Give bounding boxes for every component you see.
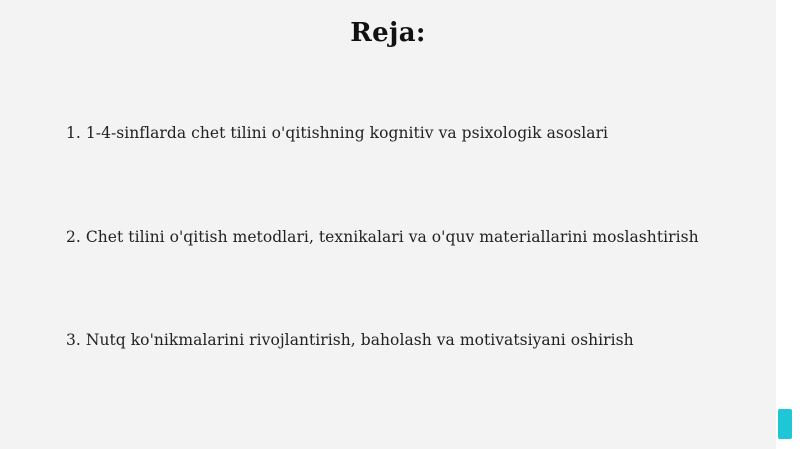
plan-item-1: 1. 1-4-sinflarda chet tilini o'qitishning kognitiv va psixologik asoslari <box>66 124 609 142</box>
slide-title: Reja: <box>350 18 426 48</box>
right-gutter <box>776 0 800 449</box>
plan-item-3: 3. Nutq ko'nikmalarini rivojlantirish, baholash va motivatsiyani oshirish <box>66 331 634 349</box>
plan-item-2: 2. Chet tilini o'qitish metodlari, texnikalari va o'quv materiallarini moslashtirish <box>66 228 699 246</box>
scroll-handle[interactable] <box>778 409 792 439</box>
